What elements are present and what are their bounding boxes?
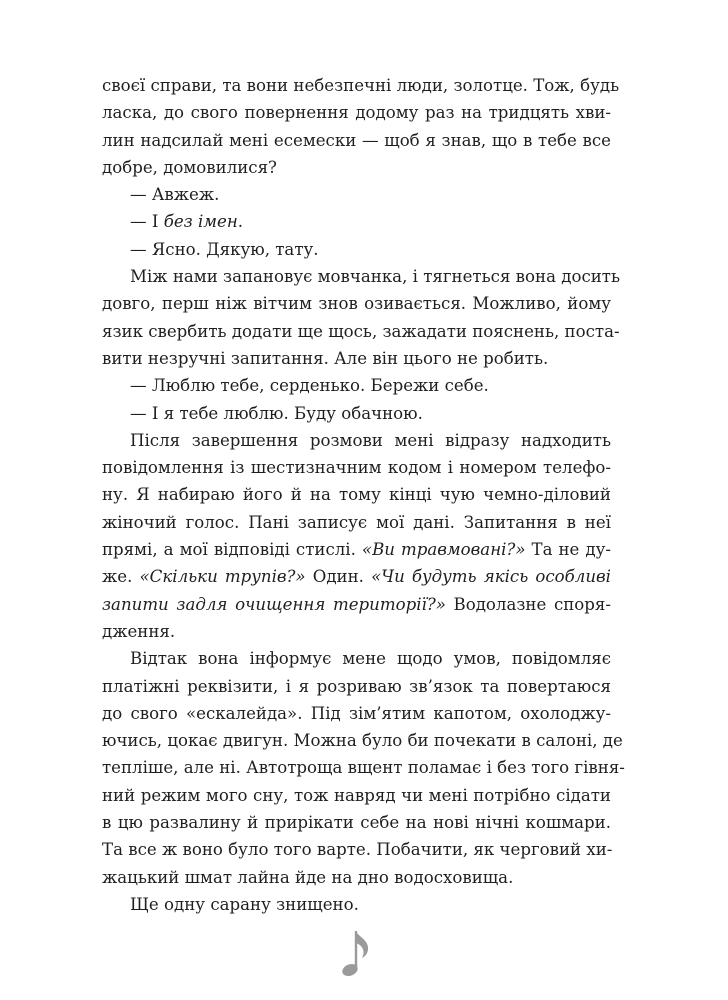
text-segment: Та все ж воно було того варте. Побачити, як черговий хи- xyxy=(102,840,613,860)
text-segment: Водолазне споря- xyxy=(445,594,611,614)
text-segment: — І xyxy=(130,212,164,232)
music-note-icon xyxy=(335,928,375,984)
text-line xyxy=(102,181,611,208)
text-segment: язик свербить додати ще щось, зажадати пояснень, поста- xyxy=(102,321,620,341)
text-segment: добре, домовилися? xyxy=(102,157,277,177)
text-segment: жіночий голос. Пані записує мої дані. Запитання в неї xyxy=(102,512,611,532)
text-line xyxy=(102,481,611,508)
text-line xyxy=(102,836,611,863)
text-segment: Між нами запановує мовчанка, і тягнеться вона досить xyxy=(130,267,621,287)
music-note-flag xyxy=(356,932,368,958)
text-line xyxy=(102,127,611,154)
text-segment: Відтак вона інформує мене щодо умов, повідомляє xyxy=(130,649,611,669)
text-segment: тепліше, але ні. Автотроща вщент поламає і без того гівня- xyxy=(102,758,625,778)
text-line xyxy=(102,99,611,126)
text-segment: ний режим мого сну, тож навряд чи мені потрібно сідати xyxy=(102,785,611,805)
text-line xyxy=(102,618,611,645)
text-segment: довго, перш ніж вітчим знов озивається. Можливо, йому xyxy=(102,294,611,314)
text-segment: — І я тебе люблю. Буду обачною. xyxy=(130,403,423,423)
text-line xyxy=(102,591,611,618)
text-segment: Ще одну сарану знищено. xyxy=(130,894,359,914)
italic-segment: без імен xyxy=(163,212,238,232)
text-line xyxy=(102,290,611,317)
text-line xyxy=(102,782,611,809)
text-segment: лин надсилай мені есемески — щоб я знав, що в тебе все xyxy=(102,130,611,150)
text-line xyxy=(102,400,611,427)
text-segment: Один. xyxy=(305,567,372,587)
text-segment: ласка, до свого повернення додому раз на тридцять хви- xyxy=(102,103,611,123)
text-segment: ючись, цокає двигун. Можна було би почекати в салоні, де xyxy=(102,731,623,751)
text-line xyxy=(102,754,625,781)
text-segment: до свого «ескалейда». Під зім’ятим капотом, охолоджу- xyxy=(102,703,611,723)
text-segment: — Авжеж. xyxy=(130,185,220,205)
italic-segment: запити задля очищення території?» xyxy=(102,594,446,614)
text-line xyxy=(102,72,620,99)
text-segment: Після завершення розмови мені відразу надходить xyxy=(130,430,611,450)
text-line xyxy=(102,563,611,590)
text-line xyxy=(102,372,611,399)
text-segment: повідомлення із шестизначним кодом і номером телефо- xyxy=(102,458,611,478)
text-line xyxy=(102,454,611,481)
text-segment: же. xyxy=(102,567,140,587)
italic-segment: «Ви травмовані?» xyxy=(361,540,526,560)
text-line xyxy=(102,318,620,345)
text-line xyxy=(102,208,611,235)
text-segment: — Ясно. Дякую, тату. xyxy=(130,239,319,259)
italic-segment: «Скільки трупів?» xyxy=(139,567,306,587)
text-segment: своєї справи, та вони небезпечні люди, золотце. Тож, будь xyxy=(102,76,620,95)
text-line xyxy=(102,673,611,700)
text-line xyxy=(102,427,611,454)
text-segment: ну. Я набираю його й на тому кінці чую чемно-діловий xyxy=(102,485,611,505)
text-line xyxy=(102,864,611,891)
text-line xyxy=(102,891,611,918)
text-line xyxy=(102,645,611,672)
text-segment: дження. xyxy=(102,621,176,641)
text-line xyxy=(102,263,621,290)
text-line xyxy=(102,509,611,536)
text-segment: прямі, а мої відповіді стислі. xyxy=(102,540,362,560)
text-segment: . xyxy=(237,212,244,232)
text-line xyxy=(102,345,611,372)
text-line xyxy=(102,727,623,754)
text-segment: жацький шмат лайна йде на дно водосховища. xyxy=(102,867,514,887)
italic-segment: «Чи будуть якісь особливі xyxy=(371,567,611,587)
text-segment: Та не ду- xyxy=(525,540,611,560)
text-line xyxy=(102,700,611,727)
text-segment: платіжні реквізити, і я розриваю зв’язок та повертаюся xyxy=(102,676,611,696)
body-text xyxy=(102,72,625,918)
text-segment: — Люблю тебе, серденько. Бережи себе. xyxy=(130,376,489,396)
text-line xyxy=(102,236,611,263)
text-segment: в цю развалину й прирікати себе на нові нічні кошмари. xyxy=(102,813,611,833)
text-line xyxy=(102,154,611,181)
text-line xyxy=(102,809,611,836)
text-line xyxy=(102,536,611,563)
text-segment: вити незручні запитання. Але він цього не робить. xyxy=(102,348,549,368)
